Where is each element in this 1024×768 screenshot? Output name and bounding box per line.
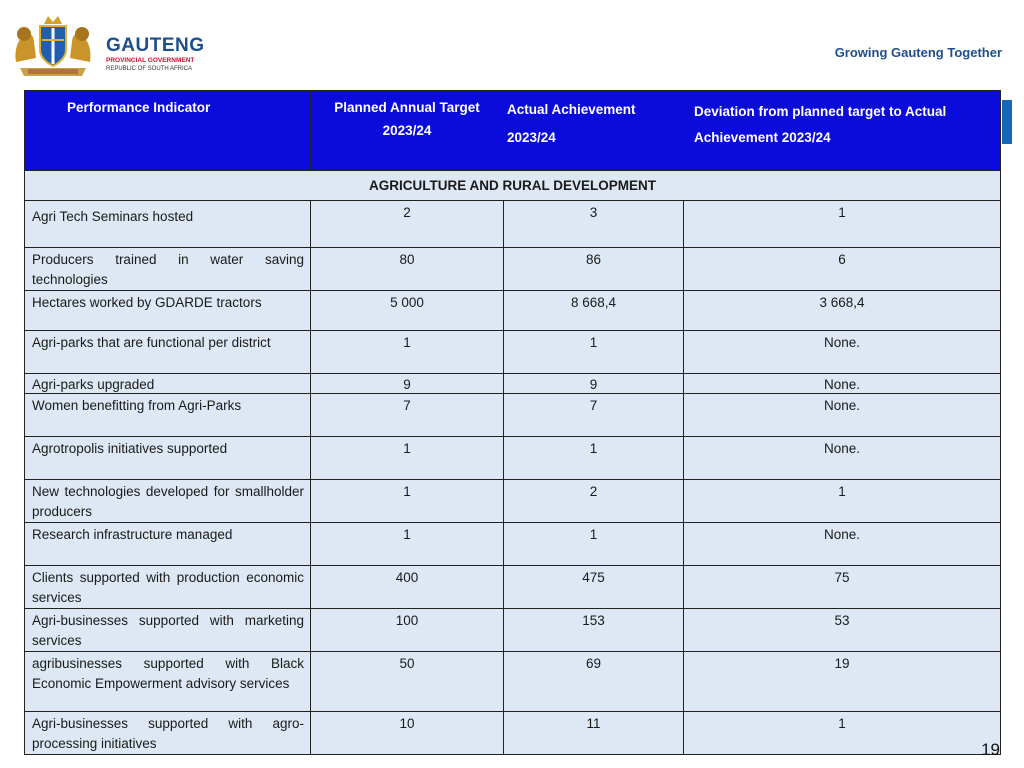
indicator-cell: Agri-businesses supported with agro-processing initiatives (25, 712, 311, 755)
target-cell: 9 (311, 374, 504, 394)
actual-cell: 3 (504, 201, 684, 248)
deviation-cell: 1 (684, 201, 1001, 248)
deviation-cell: None. (684, 437, 1001, 480)
indicator-cell: Research infrastructure managed (25, 523, 311, 566)
deviation-cell: None. (684, 523, 1001, 566)
actual-cell: 1 (504, 437, 684, 480)
actual-cell: 7 (504, 394, 684, 437)
table-row (25, 394, 1001, 437)
table-row (25, 374, 1001, 394)
target-cell: 100 (311, 609, 504, 652)
table-header-row (25, 91, 1001, 171)
target-cell: 1 (311, 523, 504, 566)
actual-cell: 8 668,4 (504, 291, 684, 331)
table-row (25, 712, 1001, 755)
actual-cell: 86 (504, 248, 684, 291)
target-cell: 80 (311, 248, 504, 291)
indicator-cell: Agrotropolis initiatives supported (25, 437, 311, 480)
column-header-indicator: Performance Indicator (25, 91, 311, 171)
actual-cell: 2 (504, 480, 684, 523)
tagline: Growing Gauteng Together (834, 45, 1002, 60)
org-branding (106, 36, 205, 72)
table-row (25, 566, 1001, 609)
column-header-target: Planned Annual Target 2023/24 (311, 91, 504, 171)
actual-cell: 9 (504, 374, 684, 394)
table-row (25, 437, 1001, 480)
deviation-cell: 75 (684, 566, 1001, 609)
actual-cell: 1 (504, 331, 684, 374)
deviation-cell: 3 668,4 (684, 291, 1001, 331)
target-cell: 7 (311, 394, 504, 437)
indicator-cell: Women benefitting from Agri-Parks (25, 394, 311, 437)
table-row (25, 201, 1001, 248)
actual-cell: 1 (504, 523, 684, 566)
deviation-cell: None. (684, 374, 1001, 394)
side-accent-tab (1002, 100, 1012, 144)
target-cell: 10 (311, 712, 504, 755)
deviation-cell: 53 (684, 609, 1001, 652)
target-cell: 50 (311, 652, 504, 712)
org-sub2: REPUBLIC OF SOUTH AFRICA (106, 65, 193, 72)
deviation-cell: None. (684, 331, 1001, 374)
target-cell: 1 (311, 437, 504, 480)
section-title: AGRICULTURE AND RURAL DEVELOPMENT (25, 171, 1001, 201)
table-row (25, 480, 1001, 523)
table-row (25, 652, 1001, 712)
target-cell: 1 (311, 480, 504, 523)
actual-cell: 153 (504, 609, 684, 652)
deviation-cell: None. (684, 394, 1001, 437)
indicator-cell: Clients supported with production economic services (25, 566, 311, 609)
table-row (25, 291, 1001, 331)
deviation-cell: 1 (684, 712, 1001, 755)
performance-table (24, 90, 1001, 755)
actual-cell: 69 (504, 652, 684, 712)
indicator-cell: agribusinesses supported with Black Economic Empowerment advisory services (25, 652, 311, 712)
actual-cell: 475 (504, 566, 684, 609)
section-row (25, 171, 1001, 201)
table-row (25, 331, 1001, 374)
column-header-deviation: Deviation from planned target to Actual Achievement 2023/24 (684, 91, 1001, 171)
deviation-cell: 6 (684, 248, 1001, 291)
indicator-cell: Agri-businesses supported with marketing services (25, 609, 311, 652)
table-row (25, 523, 1001, 566)
target-cell: 400 (311, 566, 504, 609)
indicator-cell: New technologies developed for smallholder producers (25, 480, 311, 523)
actual-cell: 11 (504, 712, 684, 755)
indicator-cell: Producers trained in water saving technologies (25, 248, 311, 291)
target-cell: 1 (311, 331, 504, 374)
table-row (25, 248, 1001, 291)
indicator-cell: Hectares worked by GDARDE tractors (25, 291, 311, 331)
deviation-cell: 1 (684, 480, 1001, 523)
table-row (25, 609, 1001, 652)
indicator-cell: Agri-parks that are functional per district (25, 331, 311, 374)
column-header-actual: Actual Achievement 2023/24 (504, 91, 684, 171)
deviation-cell: 19 (684, 652, 1001, 712)
page-number: 19 (981, 740, 1000, 759)
target-cell: 5 000 (311, 291, 504, 331)
coat-of-arms-icon (10, 12, 96, 78)
indicator-cell: Agri-parks upgraded (25, 374, 311, 394)
org-sub: PROVINCIAL GOVERNMENT (106, 57, 195, 64)
org-name: GAUTENG (106, 35, 205, 56)
indicator-cell: Agri Tech Seminars hosted (25, 201, 311, 248)
target-cell: 2 (311, 201, 504, 248)
